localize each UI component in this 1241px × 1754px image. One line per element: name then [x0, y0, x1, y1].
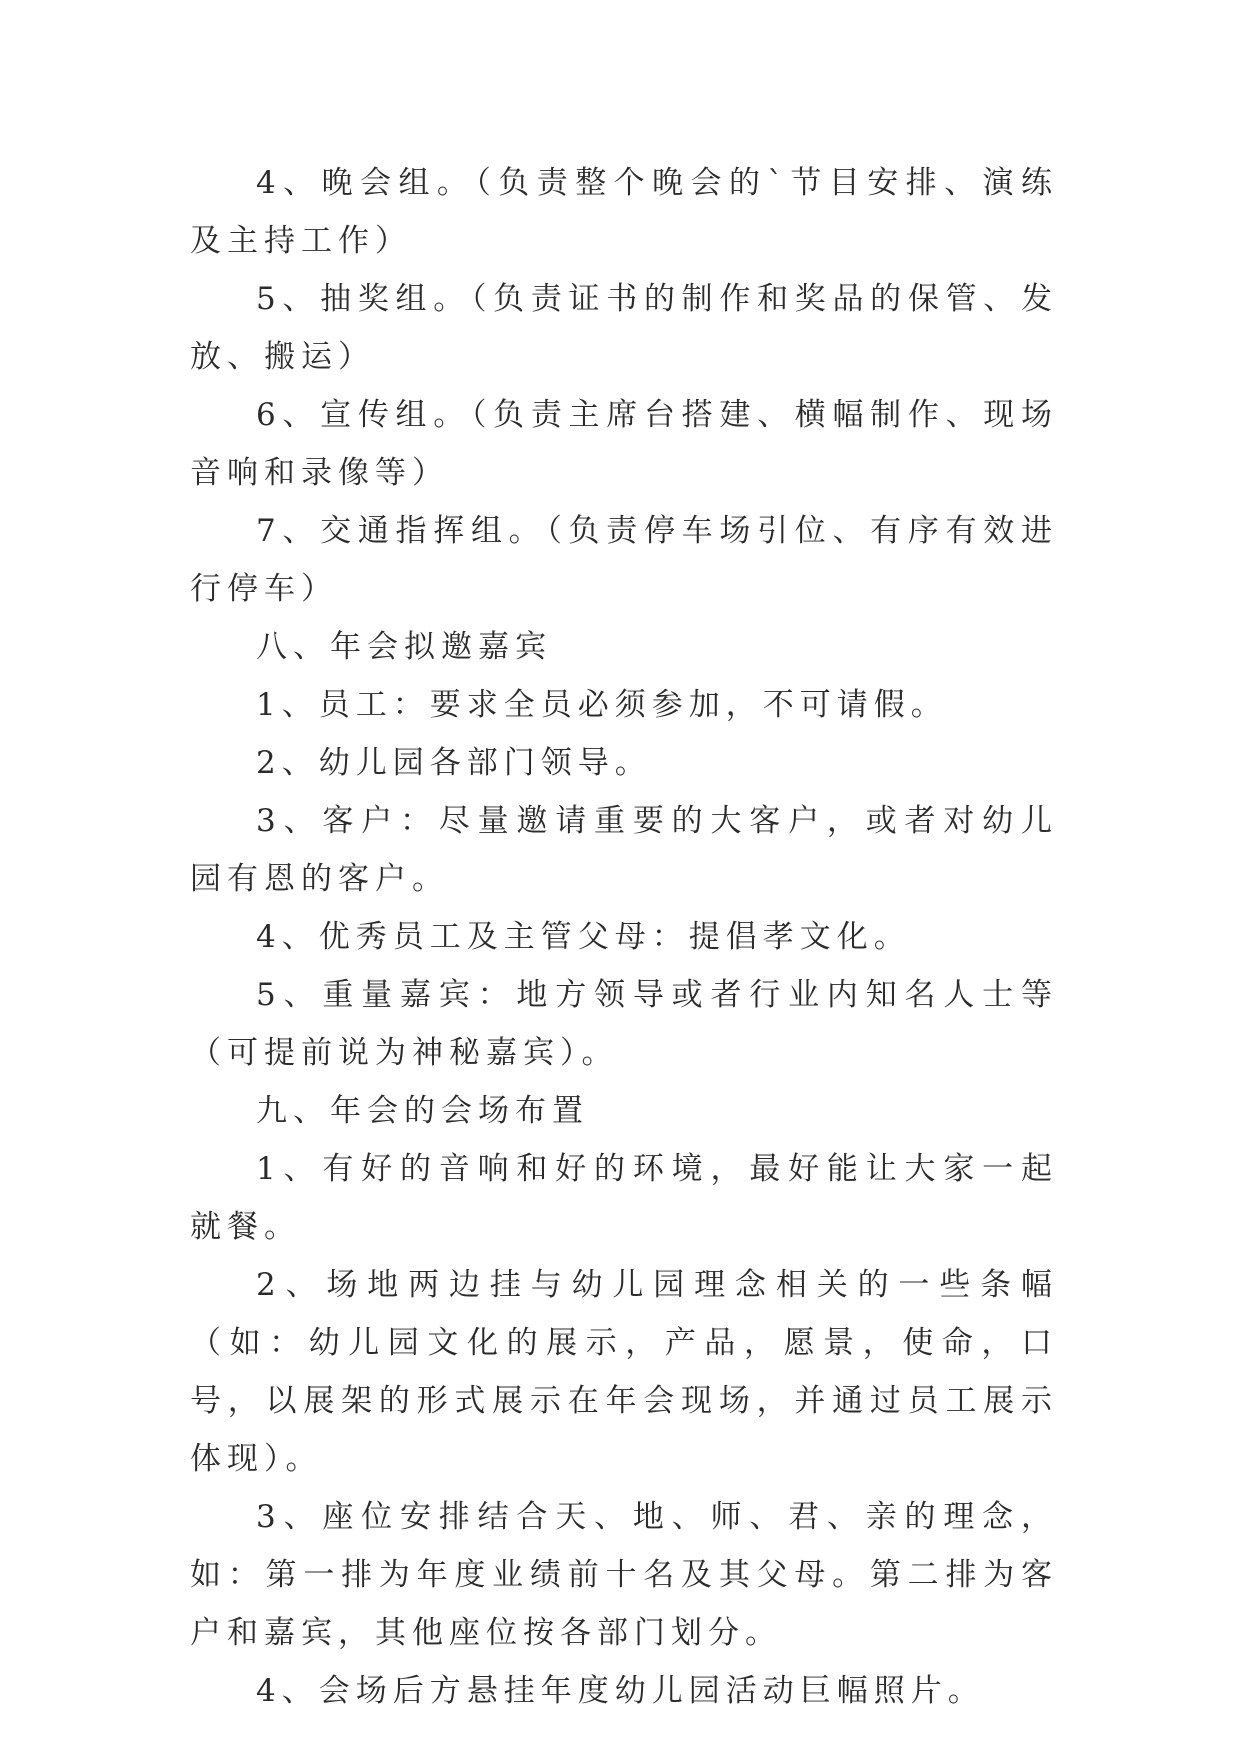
- paragraph-venue-seating: 3、座位安排结合天、地、师、君、亲的理念，如：第一排为年度业绩前十名及其父母。第二排为客户和嘉宾，其他座位按各部门划分。: [190, 1499, 1058, 1651]
- paragraph-guest-employees: 1、员工：要求全员必须参加，不可请假。: [256, 687, 948, 723]
- paragraph-traffic-group: 7、交通指挥组。（负责停车场引位、有序有效进行停车）: [190, 513, 1058, 607]
- paragraph-lottery-group: 5、抽奖组。（负责证书的制作和奖品的保管、发放、搬运）: [190, 281, 1058, 375]
- document-body: [190, 154, 1058, 1720]
- paragraph-guest-vip: 5、重量嘉宾：地方领导或者行业内知名人士等（可提前说为神秘嘉宾）。: [190, 977, 1058, 1071]
- paragraph-evening-party-group: 4、晚会组。（负责整个晚会的`节目安排、演练及主持工作）: [190, 165, 1058, 259]
- paragraph-venue-banners: 2、场地两边挂与幼儿园理念相关的一些条幅（如：幼儿园文化的展示，产品，愿景，使命，口号，以展架的形式展示在年会现场，并通过员工展示体现）。: [190, 1267, 1058, 1477]
- section-heading-venue: 九、年会的会场布置: [256, 1093, 589, 1129]
- paragraph-guest-clients: 3、客户：尽量邀请重要的大客户，或者对幼儿园有恩的客户。: [190, 803, 1058, 897]
- paragraph-guest-leaders: 2、幼儿园各部门领导。: [256, 745, 652, 781]
- paragraph-venue-photos: 4、会场后方悬挂年度幼儿园活动巨幅照片。: [256, 1673, 985, 1709]
- paragraph-guest-parents: 4、优秀员工及主管父母：提倡孝文化。: [256, 919, 911, 955]
- section-heading-guests: 八、年会拟邀嘉宾: [256, 629, 552, 665]
- paragraph-venue-sound: 1、有好的音响和好的环境，最好能让大家一起就餐。: [190, 1151, 1058, 1245]
- paragraph-publicity-group: 6、宣传组。（负责主席台搭建、横幅制作、现场音响和录像等）: [190, 397, 1058, 491]
